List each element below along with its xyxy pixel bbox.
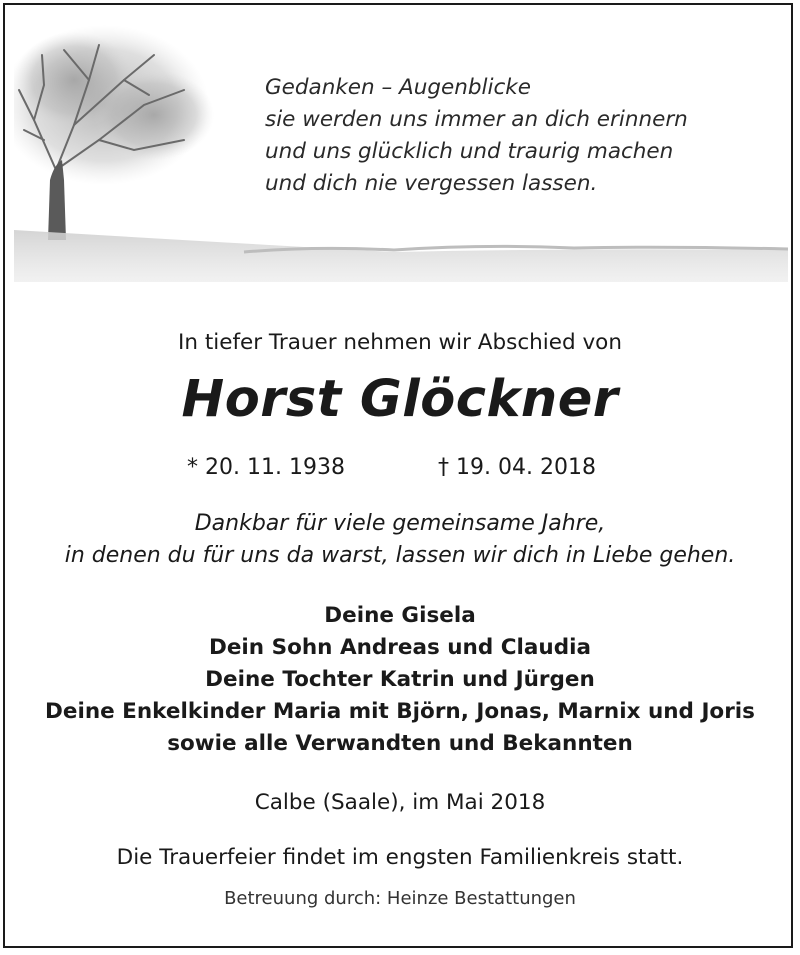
poem-line: und dich nie vergessen lassen. [265, 171, 598, 196]
thanks-line: in denen du für uns da warst, lassen wir dich in Liebe gehen. [64, 543, 736, 568]
death-date: † 19. 04. 2018 [438, 455, 596, 480]
thanks-text [0, 508, 800, 572]
service-note: Die Trauerfeier findet im engsten Familienkreis statt. [116, 845, 684, 870]
family-line: Deine Gisela [324, 603, 476, 628]
family-line: Deine Enkelkinder Maria mit Björn, Jonas, Marnix und Joris [45, 699, 755, 724]
poem-line: sie werden uns immer an dich erinnern [265, 107, 688, 132]
undertaker-note: Betreuung durch: Heinze Bestattungen [224, 888, 576, 909]
family-line: Deine Tochter Katrin und Jürgen [205, 667, 595, 692]
thanks-line: Dankbar für viele gemeinsame Jahre, [194, 511, 606, 536]
family-line: Dein Sohn Andreas und Claudia [209, 635, 591, 660]
intro-text: In tiefer Trauer nehmen wir Abschied von [178, 330, 622, 355]
poem-line: Gedanken – Augenblicke [265, 75, 531, 100]
deceased-name: Horst Glöckner [181, 370, 619, 429]
family-line: sowie alle Verwandten und Bekannten [167, 731, 633, 756]
poem [265, 72, 688, 200]
family-list [0, 600, 800, 760]
birth-date: * 20. 11. 1938 [187, 455, 345, 480]
place-date: Calbe (Saale), im Mai 2018 [254, 790, 546, 815]
poem-line: und uns glücklich und traurig machen [265, 139, 674, 164]
